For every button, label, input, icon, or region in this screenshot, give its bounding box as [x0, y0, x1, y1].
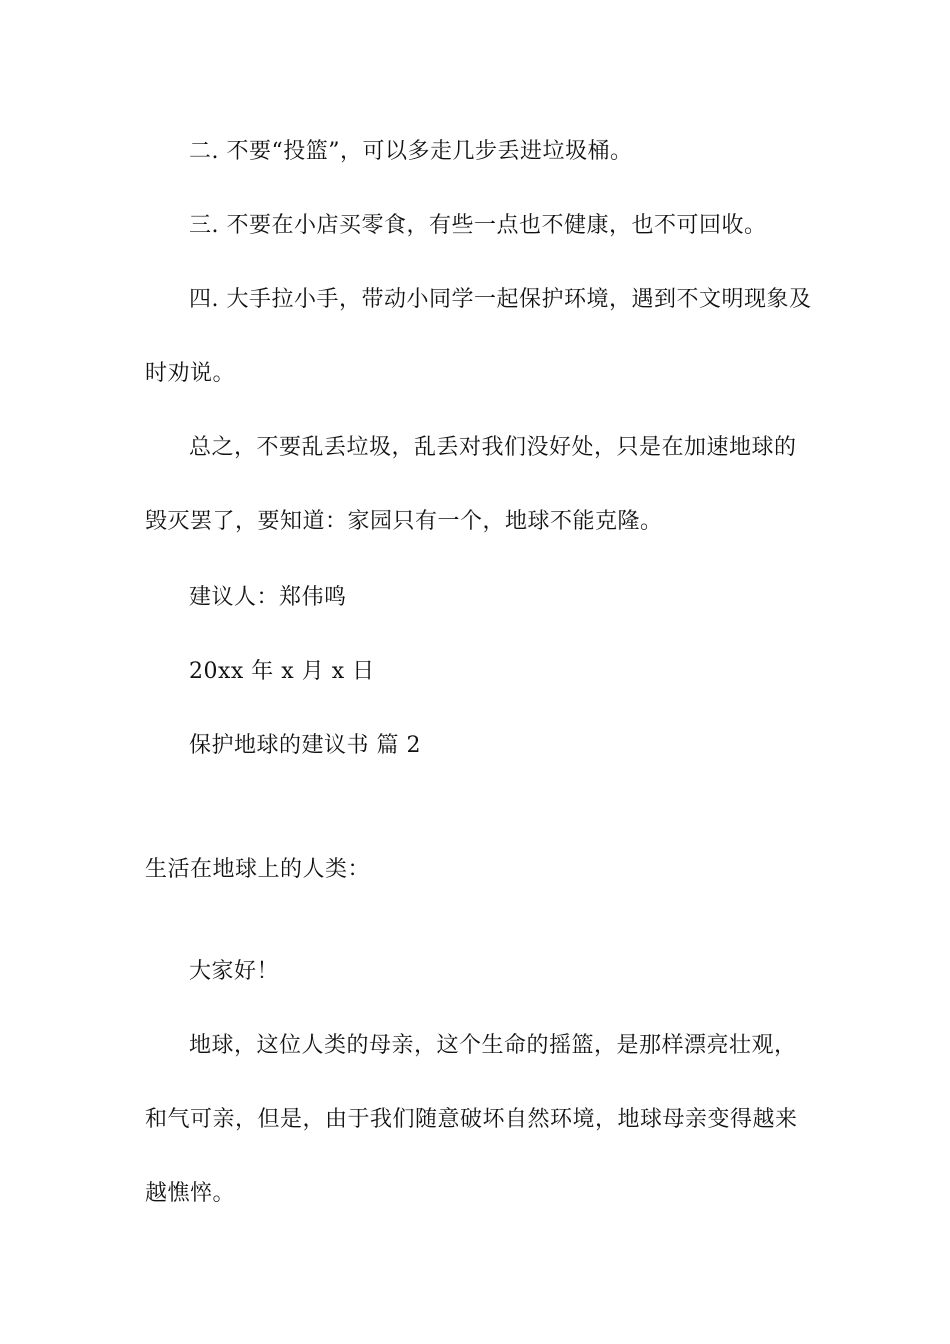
body-line-2: 和气可亲，但是，由于我们随意破坏自然环境，地球母亲变得越来 [145, 1107, 798, 1132]
signature-line: 建议人：郑伟鸣 [189, 585, 347, 610]
summary-line-2: 毁灭罢了，要知道：家园只有一个，地球不能克隆。 [145, 509, 663, 534]
paragraph-item-4-line-1: 四. 大手拉小手，带动小同学一起保护环境，遇到不文明现象及 [189, 287, 812, 312]
paragraph-item-3: 三. 不要在小店买零食，有些一点也不健康，也不可回收。 [189, 213, 767, 238]
paragraph-item-2: 二. 不要“投篮”，可以多走几步丢进垃圾桶。 [189, 139, 633, 164]
paragraph-item-4-line-2: 时劝说。 [145, 361, 236, 386]
greeting: 大家好！ [189, 959, 280, 984]
date-line: 20xx 年 x 月 x 日 [189, 659, 375, 684]
body-line-3: 越憔悴。 [145, 1181, 236, 1206]
salutation: 生活在地球上的人类： [145, 857, 371, 882]
summary-line-1: 总之，不要乱丢垃圾，乱丢对我们没好处，只是在加速地球的 [189, 435, 797, 460]
section-title: 保护地球的建议书 篇 2 [189, 733, 421, 758]
body-line-1: 地球，这位人类的母亲，这个生命的摇篮，是那样漂亮壮观， [189, 1033, 797, 1058]
